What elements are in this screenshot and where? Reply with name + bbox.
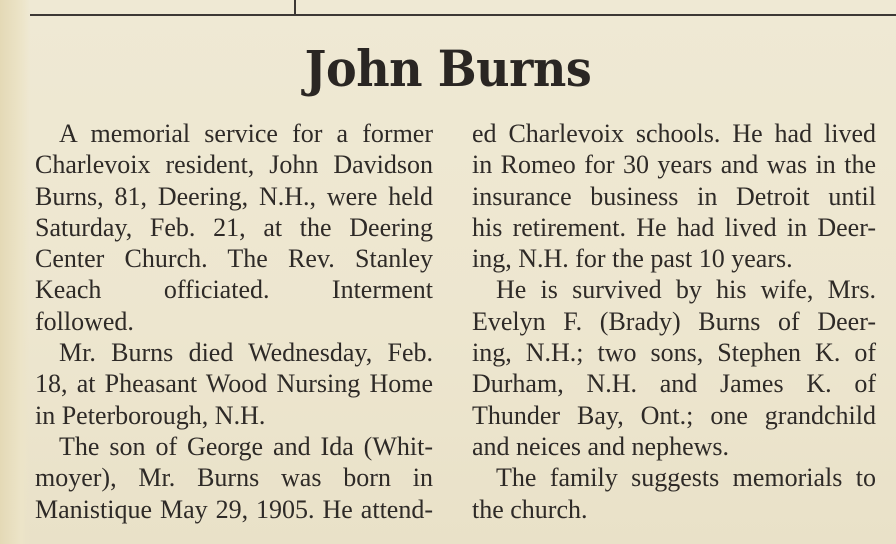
text-line: The family suggests memorials to [496, 463, 876, 493]
text-line: Keach officiated. Interment [35, 275, 433, 305]
column-divider [294, 0, 296, 15]
text-line: in Romeo for 30 years and was in the [472, 150, 876, 180]
text-line: Durham, N.H. and James K. of [472, 369, 876, 399]
text-line: A memorial service for a former [59, 119, 433, 148]
text-line: and neices and nephews. [472, 431, 730, 461]
text-line: 18, at Pheasant Wood Nursing Home [35, 369, 433, 399]
text-line: his retirement. He had lived in Deer- [472, 212, 876, 242]
text-line: Burns, 81, Deering, N.H., were held [35, 181, 433, 211]
text-line: ing, N.H.; two sons, Stephen K. of [472, 338, 876, 368]
text-line: Saturday, Feb. 21, at the Deering [35, 212, 433, 242]
text-line: Evelyn F. (Brady) Burns of Deer- [472, 306, 876, 336]
obituary-headline: John Burns [304, 39, 592, 98]
text-line: the church. [472, 494, 588, 524]
top-rule [30, 14, 896, 16]
text-line: Thunder Bay, Ont.; one grandchild [472, 400, 876, 430]
text-line: ing, N.H. for the past 10 years. [472, 244, 793, 274]
text-line: Mr. Burns died Wednesday, Feb. [59, 338, 433, 368]
text-line: He is survived by his wife, Mrs. [496, 275, 876, 305]
left-column [35, 118, 433, 525]
text-line: ed Charlevoix schools. He had lived [472, 119, 876, 148]
text-line: Center Church. The Rev. Stanley [35, 244, 433, 274]
text-line: Manistique May 29, 1905. He attend- [35, 494, 433, 524]
text-line: The son of George and Ida (Whit- [59, 431, 433, 461]
torn-edge [0, 0, 30, 544]
text-line: moyer), Mr. Burns was born in [35, 463, 433, 493]
text-line: followed. [35, 306, 134, 336]
text-line: Charlevoix resident, John Davidson [35, 150, 433, 180]
text-line: in Peterborough, N.H. [35, 400, 266, 430]
text-line: insurance business in Detroit until [472, 181, 876, 211]
right-column [472, 118, 876, 525]
